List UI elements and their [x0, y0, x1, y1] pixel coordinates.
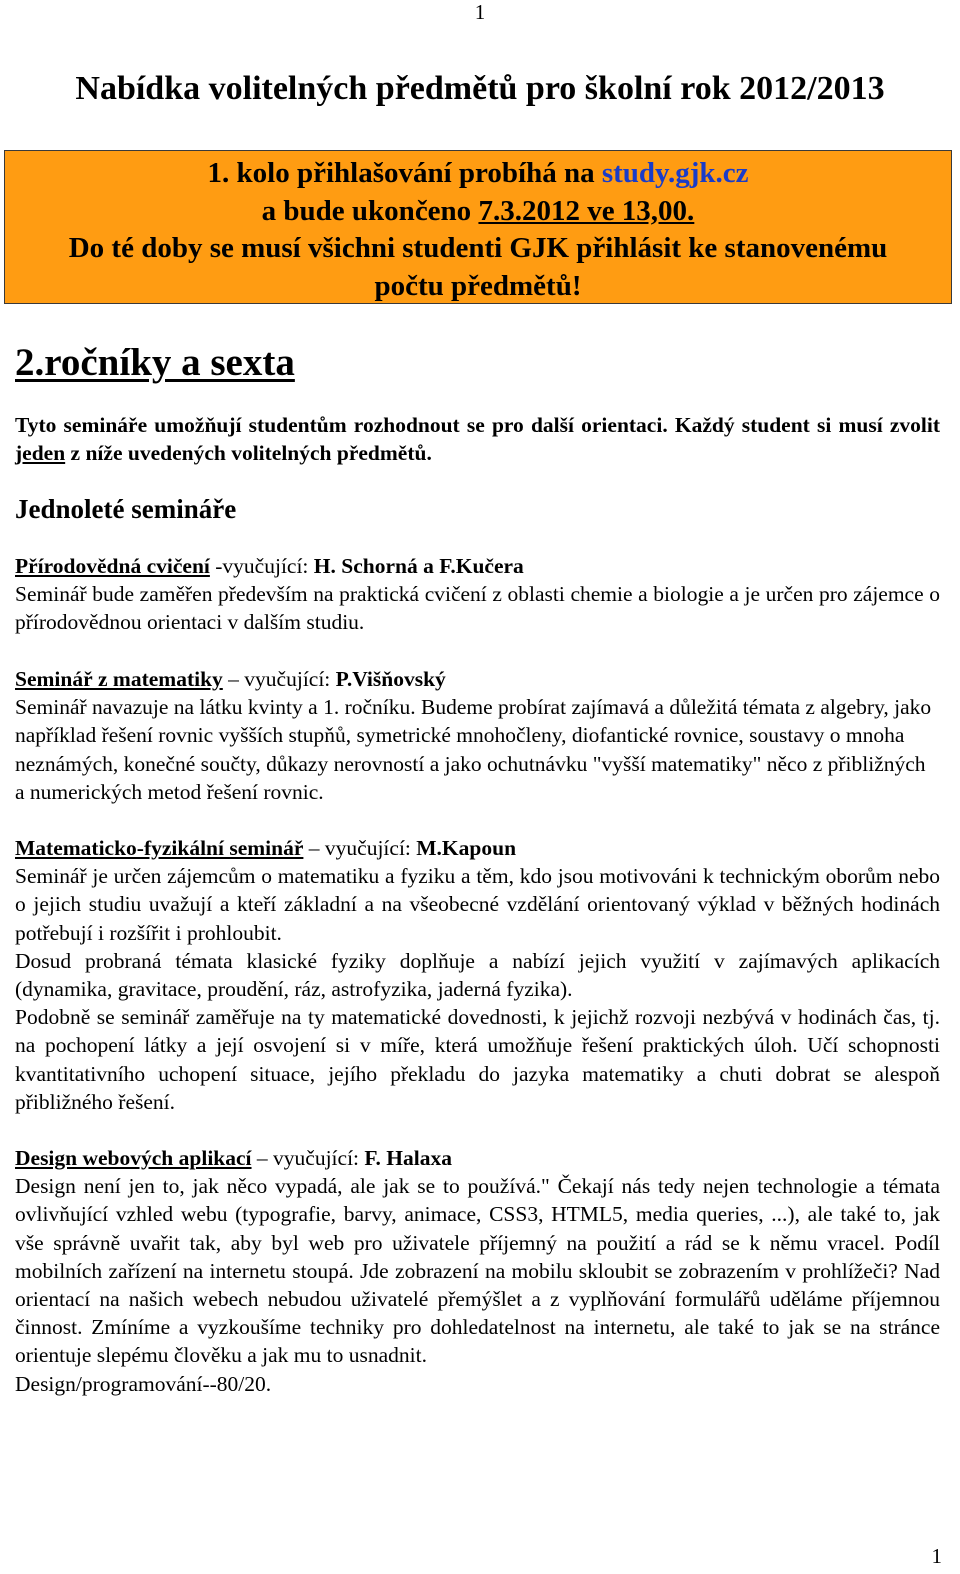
course-description: Design/programování--80/20.	[15, 1371, 272, 1396]
teacher-name: H. Schorná a F.Kučera	[313, 554, 524, 578]
course-description: Seminář bude zaměřen především na praktická cvičení z oblasti chemie a biologie a je určen pro zájemce o přírodovědnou orientaci v dalším studiu.	[15, 582, 940, 635]
course-description: Dosud probraná témata klasické fyziky doplňuje a nabízí jejich využití v zajímavých aplikacích (dynamika, gravitace, proudění, ráz, astrofyzika, jaderná fyzika).	[15, 948, 940, 1002]
course-header	[15, 552, 940, 580]
course-block	[15, 552, 940, 637]
notice-line-4: počtu předmětů!	[374, 269, 582, 302]
notice-line-2-text: a bude ukončeno	[261, 194, 479, 227]
page-number-top: 1	[474, 0, 486, 24]
grade-heading: 2.ročníky a sexta	[15, 341, 295, 384]
teacher-name: P.Višňovský	[335, 667, 446, 691]
intro-part-2: z níže uvedených volitelných předmětů.	[65, 441, 432, 466]
course-header	[15, 834, 940, 862]
course-block	[15, 665, 940, 806]
notice-line-2	[5, 193, 951, 231]
page-title: Nabídka volitelných předmětů pro školní rok 2012/2013	[75, 70, 885, 107]
course-description: Seminář navazuje na látku kvinty a 1. ročníku. Budeme probírat zajímavá a důležitá témata z algebry, jako například řešení rovnic vyšších stupňů, symetrické mnohočleny, diofantické rovnice, soustavy o mnoha neznámých, konečné součty, důkazy nerovností a jako ochutnávku "vyšší matematiky" něco z přibližných a numerických metod řešení rovnic.	[15, 695, 932, 804]
course-header	[15, 665, 940, 693]
course-header	[15, 1144, 940, 1172]
study-portal-link[interactable]: study.gjk.cz	[601, 157, 749, 189]
teacher-name: F. Halaxa	[364, 1146, 452, 1170]
teacher-label: – vyučující:	[251, 1146, 365, 1170]
registration-notice	[4, 150, 952, 304]
page-number-bottom: 1	[931, 1544, 942, 1568]
teacher-name: M.Kapoun	[416, 836, 517, 860]
course-description: Podobně se seminář zaměřuje na ty matematické dovednosti, k jejichž rozvoji nezbývá v hodinách čas, tj. na pochopení látky a její osvojení si v míře, která umožňuje řešení praktických úloh. Učí schopnosti kvantitativního uchopení situace, jejího překladu do jazyka matematiky a chuti dobrat se alespoň přibližného řešení.	[15, 1005, 940, 1114]
course-title: Matematicko-fyzikální seminář	[15, 836, 304, 860]
teacher-label: – vyučující:	[222, 667, 336, 691]
course-title: Seminář z matematiky	[15, 667, 223, 691]
section-heading: Jednoleté semináře	[15, 494, 237, 524]
course-block	[15, 834, 940, 1116]
course-title: Design webových aplikací	[15, 1146, 252, 1170]
teacher-label: -vyučující:	[209, 554, 314, 578]
deadline-date: 7.3.2012 ve 13,00.	[478, 194, 695, 227]
course-block	[15, 1144, 940, 1398]
notice-line-1-text: 1. kolo přihlašování probíhá na	[207, 157, 602, 189]
intro-underlined-word: jeden	[15, 441, 66, 466]
course-description: Design není jen to, jak něco vypadá, ale jak se to používá." Čekají nás tedy nejen technologie a témata ovlivňující vzhled webu (typografie, barvy, animace, CSS3, HTML5, media queries, ...), ale také to, jak vše správně uvařit tak, aby byl web pro uživatele příjemný na použití a rád se k němu vracel. Podíl mobilních zařízení na internetu stoupá. Jde zobrazení na mobilu skloubit se zobrazením v prohlížeči? Nad orientací na našich webech nebudou uživatelé přemýšlet a z vyplňování formulářů uděláme příjemnou činnost. Zmíníme a vyzkoušíme techniky pro dohledatelnost na internetu, ale také to jak se na stránce orientuje slepému člověku a jak mu to usnadnit.	[15, 1174, 940, 1368]
notice-line-1	[5, 155, 951, 193]
intro-part-1: Tyto semináře umožňují studentům rozhodnout se pro další orientaci. Každý student si musí zvolit	[15, 413, 940, 437]
notice-line-3: Do té doby se musí všichni studenti GJK přihlásit ke stanovenému	[68, 232, 888, 264]
course-description: Seminář je určen zájemcům o matematiku a fyziku a těm, kdo jsou motivováni k technickým oborům nebo o jejich studiu uvažují a kteří základní a na všeobecné vzdělání orientovaný výklad v běžných hodinách potřebují i rozšířit i prohloubit.	[15, 864, 940, 945]
teacher-label: – vyučující:	[303, 836, 417, 860]
intro-text	[15, 411, 940, 467]
course-title: Přírodovědná cvičení	[15, 554, 210, 578]
